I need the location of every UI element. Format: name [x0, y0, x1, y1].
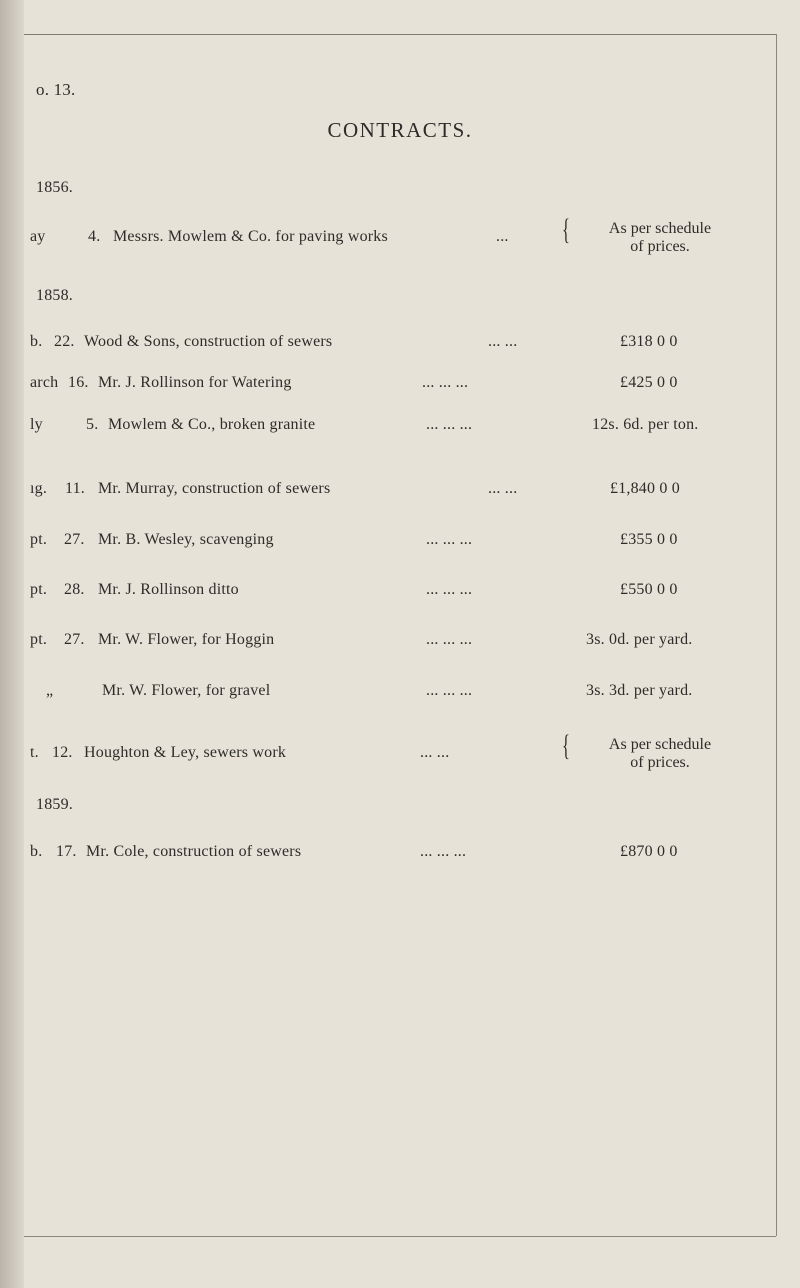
- entry-leader-dots: ... ... ...: [422, 374, 469, 391]
- year-heading-1858: 1858.: [36, 287, 73, 304]
- entry-day: 27.: [64, 631, 85, 648]
- entry-day: 12.: [52, 744, 73, 761]
- entry-month: arch: [30, 374, 59, 391]
- entry-description: Wood & Sons, construction of sewers: [84, 333, 333, 350]
- entry-month: pt.: [30, 581, 48, 598]
- page-title: CONTRACTS.: [327, 118, 473, 142]
- entry-day: 4.: [88, 228, 101, 245]
- entry-amount: £355 0 0: [620, 531, 678, 548]
- entry-amount: 3s. 0d. per yard.: [586, 631, 693, 648]
- entry-leader-dots: ... ... ...: [426, 581, 473, 598]
- entry-description: Messrs. Mowlem & Co. for paving works: [113, 228, 388, 245]
- frame-rule-top: [24, 34, 776, 35]
- entry-description: Mowlem & Co., broken granite: [108, 416, 316, 433]
- entry-amount: 12s. 6d. per ton.: [592, 416, 699, 433]
- entry-month: ay: [30, 228, 46, 245]
- entry-day: 22.: [54, 333, 75, 350]
- entry-description: Houghton & Ley, sewers work: [84, 744, 287, 761]
- entry-month: pt.: [30, 631, 48, 648]
- entry-day: 28.: [64, 581, 85, 598]
- entry-leader-dots: ... ...: [488, 480, 518, 497]
- page-number: o. 13.: [36, 80, 76, 99]
- entry-month: t.: [30, 744, 39, 761]
- entry-leader-dots: ... ... ...: [426, 682, 473, 699]
- entry-amount: £870 0 0: [620, 843, 678, 860]
- entry-amount: £550 0 0: [620, 581, 678, 598]
- entry-leader-dots: ...: [496, 228, 509, 245]
- entry-amount-schedule: [580, 736, 740, 772]
- entry-description: Mr. Cole, construction of sewers: [86, 843, 302, 860]
- entry-amount: £425 0 0: [620, 374, 678, 391]
- schedule-line-2: of prices.: [630, 238, 690, 255]
- brace-mark: {: [562, 213, 570, 246]
- entry-amount: £1,840 0 0: [610, 480, 680, 497]
- entry-month: pt.: [30, 531, 48, 548]
- entry-month: b.: [30, 333, 43, 350]
- entry-description: Mr. W. Flower, for gravel: [102, 682, 271, 699]
- entry-leader-dots: ... ... ...: [426, 531, 473, 548]
- entry-month: b.: [30, 843, 43, 860]
- entry-ditto-mark: „: [46, 682, 54, 699]
- entry-description: Mr. J. Rollinson for Watering: [98, 374, 292, 391]
- entry-description: Mr. W. Flower, for Hoggin: [98, 631, 275, 648]
- entry-amount: 3s. 3d. per yard.: [586, 682, 693, 699]
- entry-month: ıg.: [30, 480, 48, 497]
- entry-leader-dots: ... ... ...: [426, 416, 473, 433]
- brace-mark: {: [562, 729, 570, 762]
- schedule-line-1: As per schedule: [608, 736, 712, 753]
- schedule-line-2: of prices.: [630, 754, 690, 771]
- page-edge-shadow: [0, 0, 24, 1288]
- entry-day: 5.: [86, 416, 99, 433]
- entry-leader-dots: ... ...: [420, 744, 450, 761]
- entry-amount: £318 0 0: [620, 333, 678, 350]
- entry-day: 11.: [65, 480, 86, 497]
- schedule-line-1: As per schedule: [608, 220, 712, 237]
- entry-day: 17.: [56, 843, 77, 860]
- entry-day: 16.: [68, 374, 89, 391]
- year-heading-1856: 1856.: [36, 179, 73, 196]
- entry-description: Mr. B. Wesley, scavenging: [98, 531, 274, 548]
- frame-rule-bottom: [24, 1236, 776, 1237]
- entry-description: Mr. J. Rollinson ditto: [98, 581, 239, 598]
- year-heading-1859: 1859.: [36, 796, 73, 813]
- entry-description: Mr. Murray, construction of sewers: [98, 480, 331, 497]
- entry-month: ly: [30, 416, 43, 433]
- frame-rule-right: [776, 34, 777, 1236]
- entry-leader-dots: ... ... ...: [426, 631, 473, 648]
- entry-leader-dots: ... ...: [488, 333, 518, 350]
- entry-leader-dots: ... ... ...: [420, 843, 467, 860]
- entry-amount-schedule: [580, 220, 740, 256]
- entry-day: 27.: [64, 531, 85, 548]
